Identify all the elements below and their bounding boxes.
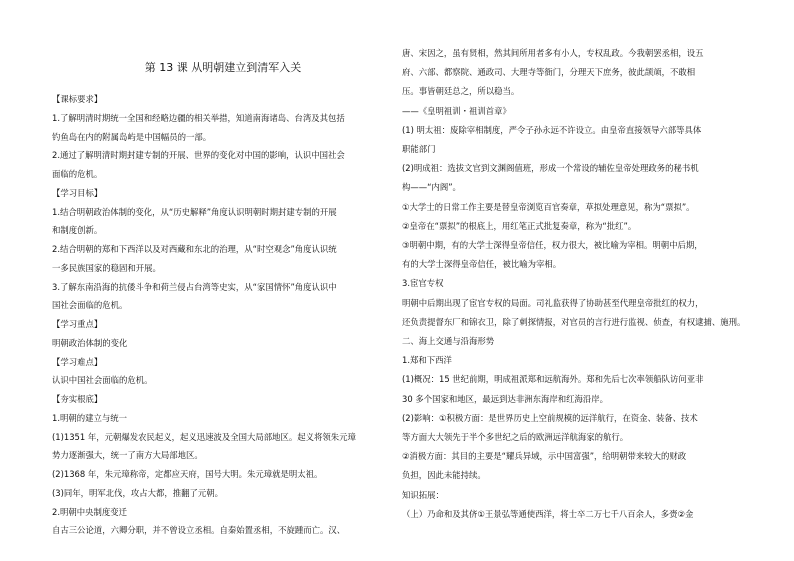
- right-text-line: （上）乃命和及其侪①王景弘等通使西洋，将士卒二万七千八百余人，多赍②金: [402, 508, 694, 519]
- left-text-line: 【夯实根底】: [52, 394, 103, 404]
- left-text-line: 一多民族国家的稳固和开展。: [52, 262, 161, 273]
- right-text-line: 职能部门: [402, 144, 436, 154]
- right-text-line: 知识拓展：: [402, 489, 444, 500]
- left-text-line: 1.结合明朝政治体制的变化，从“历史解释”角度认识明朝时期封建专制的开展: [52, 206, 337, 217]
- left-text-line: 钓鱼岛在内的附属岛屿是中国幅员的一部。: [52, 131, 212, 142]
- right-text-line: 明朝中后期出现了宦官专权的局面。司礼监获得了协助甚至代理皇帝批红的权力，: [402, 297, 704, 308]
- left-text-line: 1.了解明清时期统一全国和经略边疆的相关举措，知道南海诸岛、台湾及其包括: [52, 112, 345, 123]
- right-text-line: ——《皇明祖训・祖训首章》: [402, 105, 511, 116]
- left-text-line: 明朝政治体制的变化: [52, 337, 128, 348]
- left-text-line: 2.通过了解明清时期封建专制的开展、世界的变化对中国的影响，认识中国社会: [52, 150, 345, 161]
- right-text-line: ②皇帝在“票拟”的根底上，用红笔正式批复奏章，称为“批红”。: [402, 220, 637, 231]
- right-text-line: 唐、宋因之，虽有贤相，然其间所用者多有小人，专权乱政。今我朝罢丞相，设五: [402, 48, 704, 58]
- left-text-line: 【课标要求】: [52, 94, 103, 104]
- left-text-line: 面临的危机。: [52, 169, 103, 179]
- right-text-line: (2)明成祖：选拔文官到文渊阁值班，形成一个常设的辅佐皇帝处理政务的秘书机: [402, 163, 699, 174]
- right-text-line: 二、海上交通与沿海形势: [402, 336, 495, 346]
- right-text-line: 等方面大大领先于半个多世纪之后的欧洲远洋航海家的航行。: [402, 432, 629, 442]
- left-text-line: 【学习重点】: [52, 319, 103, 329]
- right-text-line: ③明朝中期，有的大学士深得皇帝信任，权力很大，被比喻为宰相。明朝中后期，: [402, 240, 703, 250]
- left-text-line: 【学习难点】: [52, 356, 103, 367]
- left-text-line: 2.结合明朝的郑和下西洋以及对西藏和东北的治理，从“时空观念”角度认识统: [52, 244, 337, 254]
- left-text-line: 认识中国社会面临的危机。: [52, 375, 153, 386]
- left-text-line: 1.明朝的建立与统一: [52, 412, 127, 423]
- left-text-line: 国社会面临的危机。: [52, 300, 128, 311]
- left-text-line: 和制度创新。: [52, 225, 103, 236]
- right-text-line: 1.郑和下西洋: [402, 355, 452, 366]
- right-text-line: 3.宦官专权: [402, 278, 444, 289]
- right-text-line: ②消极方面：其目的主要是“耀兵异域，示中国富强”，给明朝带来较大的财政: [402, 451, 687, 462]
- right-text-line: 负担，因此未能持续。: [402, 470, 486, 481]
- page-title: 第 13 课 从明朝建立到清军入关: [144, 61, 302, 74]
- left-text-line: (1)1351 年，元朝爆发农民起义，起义迅速波及全国大局部地区。起义将领朱元璋: [52, 431, 356, 442]
- left-text-line: 【学习目标】: [52, 187, 103, 198]
- right-text-line: 还负责提督东厂和锦衣卫，除了刺探情报，对官员的言行进行监视、侦查，有权逮捕、施刑。: [402, 316, 746, 327]
- right-text-line: (1)概况：15 世纪前期，明成祖派郑和远航海外。郑和先后七次率领船队访问亚非: [402, 374, 704, 385]
- right-text-line: 压。事皆朝廷总之，所以稳当。: [402, 86, 520, 97]
- right-text-line: 有的大学士深得皇帝信任，被比喻为宰相。: [402, 259, 562, 270]
- left-text-line: (3)同年，明军北伐，攻占大都，推翻了元朝。: [52, 487, 223, 498]
- left-text-line: 3.了解东南沿海的抗倭斗争和荷兰侵占台湾等史实，从“家国情怀”角度认识中: [52, 281, 337, 292]
- left-text-line: 势力逐渐强大，统一了南方大局部地区。: [52, 450, 203, 461]
- right-text-line: (2)影响：①积极方面：是世界历史上空前规模的远洋航行，在资金、装备、技术: [402, 412, 698, 423]
- right-text-line: 府、六部、都察院、通政司、大理寺等衙门，分理天下庶务，彼此颉颃，不敢相: [402, 67, 696, 78]
- left-text-line: 2.明朝中央制度变迁: [52, 506, 127, 517]
- left-text-line: 自古三公论道，六卿分职，并不曾设立丞相。自秦始置丞相，不旋踵而亡。汉、: [52, 525, 346, 536]
- right-text-line: 构——“内阁”。: [402, 182, 461, 193]
- right-text-line: ①大学士的日常工作主要是替皇帝浏览百官奏章，草拟处理意见，称为“票拟”。: [402, 201, 695, 212]
- right-text-line: 30 多个国家和地区，最远到达非洲东海岸和红海沿岸。: [402, 393, 608, 404]
- left-text-line: (2)1368 年，朱元璋称帝，定都应天府，国号大明。朱元璋就是明太祖。: [52, 469, 323, 479]
- right-text-line: (1) 明太祖：废除宰相制度，严令子孙永远不许设立。由皇帝直接领导六部等具体: [402, 124, 702, 135]
